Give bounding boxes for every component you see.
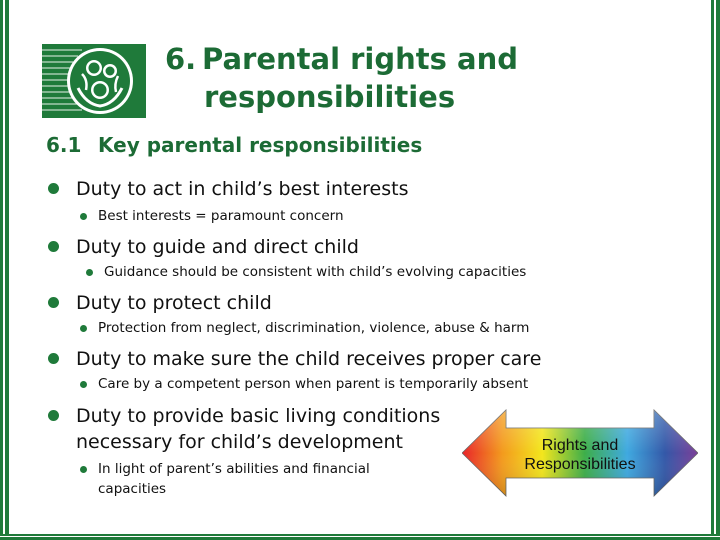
list-item-text: Duty to protect child <box>76 292 272 314</box>
bullet-icon <box>48 410 59 421</box>
sub-bullet-icon <box>86 269 93 276</box>
right-border-band <box>711 0 720 540</box>
title-line-1: Parental rights and <box>202 42 518 76</box>
sub-list-item-text: Care by a competent person when parent is temporarily absent <box>98 376 529 392</box>
section-heading <box>46 133 422 157</box>
sub-list-item-text: Best interests = paramount concern <box>98 208 344 224</box>
list-item-text: Duty to guide and direct child <box>76 236 359 258</box>
section-title: Key parental responsibilities <box>98 133 423 157</box>
bullet-icon <box>48 241 59 252</box>
graphic-line-1: Rights and <box>541 437 619 454</box>
title-line-2: responsibilities <box>204 80 456 114</box>
left-border-band <box>0 0 9 540</box>
title-number: 6. <box>165 42 197 76</box>
bullet-icon <box>48 297 59 308</box>
graphic-line-2: Responsibilities <box>524 456 636 473</box>
sub-list-item-text: Guidance should be consistent with child’s evolving capacities <box>104 264 527 280</box>
list-item-text: Duty to act in child’s best interests <box>76 178 409 200</box>
sub-bullet-icon <box>80 213 87 220</box>
bullet-icon <box>48 353 59 364</box>
bottom-border-band <box>0 534 720 540</box>
page-title <box>165 40 585 116</box>
rights-responsibilities-arrow-graphic <box>462 408 698 498</box>
family-logo-icon <box>42 44 146 118</box>
sub-bullet-icon <box>80 381 87 388</box>
sub-bullet-icon <box>80 466 87 473</box>
list-item-text: Duty to make sure the child receives proper care <box>76 348 542 370</box>
sub-list-item-text: Protection from neglect, discrimination, violence, abuse & harm <box>98 320 530 336</box>
section-number: 6.1 <box>46 133 82 157</box>
bullet-icon <box>48 183 59 194</box>
sub-bullet-icon <box>80 325 87 332</box>
sub-list-item-text: In light of parent’s abilities and financial capacities <box>98 461 370 497</box>
list-item-text: Duty to provide basic living conditions necessary for child’s development <box>76 405 441 453</box>
